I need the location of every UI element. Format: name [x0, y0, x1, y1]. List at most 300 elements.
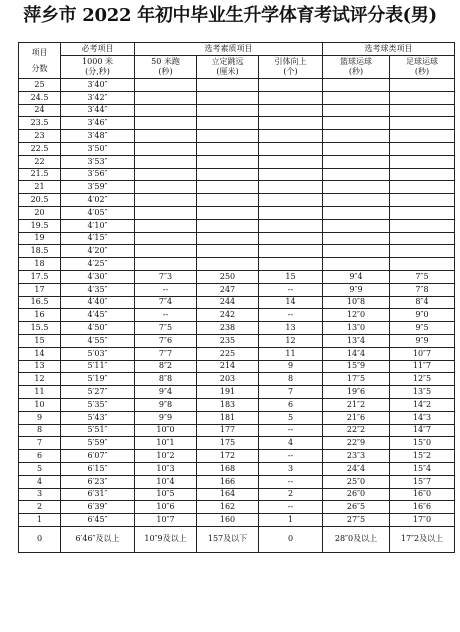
cell-score: 19 — [19, 232, 61, 245]
cell-basketball: 21″2 — [323, 398, 390, 411]
cell-basketball: 10″8 — [323, 296, 390, 309]
table-row — [19, 411, 455, 424]
table-row — [19, 155, 455, 168]
cell-pullup: 14 — [259, 296, 323, 309]
cell-football — [390, 79, 455, 92]
cell-long-jump: 172 — [197, 450, 259, 463]
cell-run1000: 4′30″ — [61, 270, 135, 283]
cell-score: 15.5 — [19, 322, 61, 335]
table-row — [19, 206, 455, 219]
cell-football — [390, 206, 455, 219]
cell-run1000: 4′15″ — [61, 232, 135, 245]
cell-football: 15″4 — [390, 462, 455, 475]
cell-basketball: 22″2 — [323, 424, 390, 437]
cell-football: 15″7 — [390, 475, 455, 488]
cell-run50 — [135, 181, 197, 194]
cell-run50: 7″7 — [135, 347, 197, 360]
cell-pullup — [259, 155, 323, 168]
cell-pullup: 9 — [259, 360, 323, 373]
cell-long-jump: 225 — [197, 347, 259, 360]
cell-run1000: 3′56″ — [61, 168, 135, 181]
cell-long-jump: 175 — [197, 437, 259, 450]
cell-long-jump: 183 — [197, 398, 259, 411]
cell-pullup — [259, 181, 323, 194]
cell-football: 9″9 — [390, 334, 455, 347]
cell-run1000: 4′45″ — [61, 309, 135, 322]
cell-basketball — [323, 258, 390, 271]
table-row — [19, 526, 455, 552]
table-row — [19, 270, 455, 283]
table-row — [19, 232, 455, 245]
cell-score: 3 — [19, 488, 61, 501]
header-football: 足球运球 (秒) — [390, 56, 455, 79]
cell-pullup: 15 — [259, 270, 323, 283]
table-row — [19, 322, 455, 335]
cell-football — [390, 142, 455, 155]
cell-score: 7 — [19, 437, 61, 450]
cell-football: 14″7 — [390, 424, 455, 437]
cell-long-jump — [197, 155, 259, 168]
cell-long-jump — [197, 258, 259, 271]
cell-basketball: 23″3 — [323, 450, 390, 463]
cell-run50: 7″5 — [135, 322, 197, 335]
table-row — [19, 194, 455, 207]
cell-basketball — [323, 91, 390, 104]
cell-pullup — [259, 258, 323, 271]
header-pullup: 引体向上 (个) — [259, 56, 323, 79]
cell-pullup — [259, 168, 323, 181]
cell-pullup: -- — [259, 450, 323, 463]
cell-long-jump — [197, 117, 259, 130]
cell-pullup: 3 — [259, 462, 323, 475]
cell-pullup — [259, 219, 323, 232]
cell-score: 9 — [19, 411, 61, 424]
cell-football — [390, 219, 455, 232]
cell-pullup — [259, 91, 323, 104]
cell-run1000: 3′50″ — [61, 142, 135, 155]
cell-football: 13″5 — [390, 386, 455, 399]
cell-run1000: 5′51″ — [61, 424, 135, 437]
cell-run50 — [135, 130, 197, 143]
cell-score: 18.5 — [19, 245, 61, 258]
cell-run1000: 3′53″ — [61, 155, 135, 168]
cell-run50: 8″2 — [135, 360, 197, 373]
cell-run1000: 4′20″ — [61, 245, 135, 258]
cell-run50: 10″0 — [135, 424, 197, 437]
cell-football — [390, 181, 455, 194]
cell-long-jump: 177 — [197, 424, 259, 437]
cell-run1000: 4′10″ — [61, 219, 135, 232]
cell-pullup — [259, 79, 323, 92]
cell-basketball: 9″9 — [323, 283, 390, 296]
cell-run50 — [135, 104, 197, 117]
cell-run50: 10″5 — [135, 488, 197, 501]
table-row — [19, 462, 455, 475]
cell-long-jump — [197, 79, 259, 92]
cell-basketball — [323, 104, 390, 117]
table-row — [19, 245, 455, 258]
cell-pullup — [259, 104, 323, 117]
cell-run1000: 5′03″ — [61, 347, 135, 360]
cell-long-jump: 250 — [197, 270, 259, 283]
cell-football: 15″2 — [390, 450, 455, 463]
cell-pullup: 4 — [259, 437, 323, 450]
cell-long-jump — [197, 142, 259, 155]
header-basketball: 篮球运球 (秒) — [323, 56, 390, 79]
header-item-score — [19, 43, 61, 79]
cell-basketball — [323, 181, 390, 194]
cell-basketball: 12″0 — [323, 309, 390, 322]
cell-football: 10″7 — [390, 347, 455, 360]
cell-football: 14″3 — [390, 411, 455, 424]
cell-long-jump — [197, 168, 259, 181]
cell-run50: 7″6 — [135, 334, 197, 347]
cell-score: 10 — [19, 398, 61, 411]
cell-basketball: 25″0 — [323, 475, 390, 488]
cell-long-jump: 168 — [197, 462, 259, 475]
table-row — [19, 424, 455, 437]
cell-score: 6 — [19, 450, 61, 463]
cell-run1000: 4′02″ — [61, 194, 135, 207]
table-row — [19, 130, 455, 143]
cell-long-jump: 162 — [197, 501, 259, 514]
cell-long-jump — [197, 130, 259, 143]
cell-run50 — [135, 232, 197, 245]
cell-football: 9″0 — [390, 309, 455, 322]
cell-pullup — [259, 206, 323, 219]
cell-run1000: 4′50″ — [61, 322, 135, 335]
cell-basketball — [323, 206, 390, 219]
cell-score: 22 — [19, 155, 61, 168]
cell-football — [390, 117, 455, 130]
cell-score: 24.5 — [19, 91, 61, 104]
table-row — [19, 219, 455, 232]
cell-pullup — [259, 130, 323, 143]
cell-score: 13 — [19, 360, 61, 373]
cell-basketball: 13″0 — [323, 322, 390, 335]
cell-football: 12″5 — [390, 373, 455, 386]
cell-basketball: 24″4 — [323, 462, 390, 475]
table-row — [19, 334, 455, 347]
cell-run1000: 6′07″ — [61, 450, 135, 463]
cell-pullup — [259, 232, 323, 245]
cell-pullup: 8 — [259, 373, 323, 386]
cell-basketball: 15″9 — [323, 360, 390, 373]
cell-run50: 9″8 — [135, 398, 197, 411]
cell-score: 19.5 — [19, 219, 61, 232]
cell-run50 — [135, 91, 197, 104]
cell-run1000: 6′31″ — [61, 488, 135, 501]
table-row — [19, 514, 455, 527]
cell-long-jump: 244 — [197, 296, 259, 309]
cell-pullup — [259, 194, 323, 207]
cell-football: 17″0 — [390, 514, 455, 527]
table-row — [19, 373, 455, 386]
cell-long-jump: 242 — [197, 309, 259, 322]
cell-pullup: -- — [259, 424, 323, 437]
cell-football: 17″2及以上 — [390, 526, 455, 552]
cell-long-jump: 214 — [197, 360, 259, 373]
cell-run1000: 5′19″ — [61, 373, 135, 386]
cell-basketball: 26″0 — [323, 488, 390, 501]
cell-score: 16 — [19, 309, 61, 322]
cell-score: 18 — [19, 258, 61, 271]
cell-pullup — [259, 117, 323, 130]
cell-long-jump — [197, 206, 259, 219]
cell-run1000: 6′23″ — [61, 475, 135, 488]
cell-score: 23 — [19, 130, 61, 143]
cell-football: 8″4 — [390, 296, 455, 309]
cell-pullup — [259, 142, 323, 155]
cell-basketball: 14″4 — [323, 347, 390, 360]
cell-basketball — [323, 219, 390, 232]
cell-basketball: 21″6 — [323, 411, 390, 424]
cell-pullup: 12 — [259, 334, 323, 347]
cell-basketball — [323, 155, 390, 168]
header-item-label: 项目 — [31, 47, 48, 57]
cell-pullup: -- — [259, 501, 323, 514]
cell-pullup: -- — [259, 283, 323, 296]
cell-long-jump — [197, 91, 259, 104]
cell-score: 23.5 — [19, 117, 61, 130]
cell-football — [390, 194, 455, 207]
cell-football: 7″5 — [390, 270, 455, 283]
cell-run50 — [135, 219, 197, 232]
cell-basketball — [323, 117, 390, 130]
cell-football: 9″5 — [390, 322, 455, 335]
table-row — [19, 258, 455, 271]
group-quality: 选考素质项目 — [135, 43, 323, 56]
cell-run1000: 5′35″ — [61, 398, 135, 411]
cell-run50: 10″3 — [135, 462, 197, 475]
cell-football: 16″6 — [390, 501, 455, 514]
cell-score: 5 — [19, 462, 61, 475]
table-row — [19, 386, 455, 399]
cell-score: 4 — [19, 475, 61, 488]
cell-score: 20.5 — [19, 194, 61, 207]
cell-football: 15″0 — [390, 437, 455, 450]
header-long-jump: 立定跳远 (厘米) — [197, 56, 259, 79]
cell-football: 14″2 — [390, 398, 455, 411]
cell-score: 12 — [19, 373, 61, 386]
score-table-body — [19, 79, 455, 553]
cell-long-jump: 203 — [197, 373, 259, 386]
group-required: 必考项目 — [61, 43, 135, 56]
header-run1000: 1000 米 (分,秒) — [61, 56, 135, 79]
cell-score: 17 — [19, 283, 61, 296]
cell-run1000: 6′15″ — [61, 462, 135, 475]
cell-basketball — [323, 168, 390, 181]
cell-pullup: -- — [259, 475, 323, 488]
cell-score: 8 — [19, 424, 61, 437]
cell-pullup: 5 — [259, 411, 323, 424]
cell-long-jump — [197, 181, 259, 194]
cell-football: 11″7 — [390, 360, 455, 373]
cell-football — [390, 232, 455, 245]
cell-run50: 7″3 — [135, 270, 197, 283]
cell-run50 — [135, 117, 197, 130]
cell-run1000: 4′05″ — [61, 206, 135, 219]
table-row — [19, 398, 455, 411]
cell-long-jump: 247 — [197, 283, 259, 296]
table-row — [19, 475, 455, 488]
cell-basketball: 17″5 — [323, 373, 390, 386]
table-row — [19, 79, 455, 92]
cell-run50: -- — [135, 283, 197, 296]
cell-run1000: 4′25″ — [61, 258, 135, 271]
cell-basketball: 19″6 — [323, 386, 390, 399]
cell-score: 2 — [19, 501, 61, 514]
cell-basketball: 22″9 — [323, 437, 390, 450]
cell-long-jump — [197, 219, 259, 232]
cell-run1000: 4′35″ — [61, 283, 135, 296]
cell-score: 22.5 — [19, 142, 61, 155]
table-row — [19, 283, 455, 296]
cell-football: 7″8 — [390, 283, 455, 296]
cell-run1000: 5′43″ — [61, 411, 135, 424]
cell-football — [390, 245, 455, 258]
cell-run50: -- — [135, 309, 197, 322]
cell-pullup: 0 — [259, 526, 323, 552]
cell-run50: 10″6 — [135, 501, 197, 514]
cell-run50 — [135, 168, 197, 181]
page-title: 萍乡市 2022 年初中毕业生升学体育考试评分表(男) — [23, 5, 437, 26]
cell-score: 0 — [19, 526, 61, 552]
cell-football — [390, 91, 455, 104]
cell-run1000: 3′59″ — [61, 181, 135, 194]
cell-football — [390, 155, 455, 168]
cell-basketball — [323, 142, 390, 155]
cell-pullup: 11 — [259, 347, 323, 360]
table-row — [19, 104, 455, 117]
score-table — [18, 42, 455, 553]
cell-run50: 8″8 — [135, 373, 197, 386]
cell-football — [390, 168, 455, 181]
cell-score: 14 — [19, 347, 61, 360]
cell-score: 15 — [19, 334, 61, 347]
cell-run50: 10″7 — [135, 514, 197, 527]
cell-basketball: 26″5 — [323, 501, 390, 514]
cell-run1000: 6′46″及以上 — [61, 526, 135, 552]
cell-run1000: 6′45″ — [61, 514, 135, 527]
cell-run50: 9″4 — [135, 386, 197, 399]
table-row — [19, 117, 455, 130]
cell-run1000: 3′48″ — [61, 130, 135, 143]
cell-pullup: 7 — [259, 386, 323, 399]
table-row — [19, 309, 455, 322]
cell-pullup: -- — [259, 309, 323, 322]
cell-score: 20 — [19, 206, 61, 219]
cell-score: 1 — [19, 514, 61, 527]
cell-football — [390, 104, 455, 117]
header-score-label: 分数 — [31, 63, 48, 73]
cell-pullup: 2 — [259, 488, 323, 501]
cell-long-jump: 181 — [197, 411, 259, 424]
header-run50: 50 米跑 (秒) — [135, 56, 197, 79]
cell-long-jump — [197, 232, 259, 245]
cell-run1000: 3′40″ — [61, 79, 135, 92]
cell-run1000: 5′11″ — [61, 360, 135, 373]
cell-long-jump: 238 — [197, 322, 259, 335]
cell-run50 — [135, 258, 197, 271]
cell-pullup — [259, 245, 323, 258]
cell-score: 25 — [19, 79, 61, 92]
table-row — [19, 91, 455, 104]
cell-run50: 10″4 — [135, 475, 197, 488]
cell-score: 21.5 — [19, 168, 61, 181]
cell-score: 24 — [19, 104, 61, 117]
table-row — [19, 501, 455, 514]
cell-run50 — [135, 155, 197, 168]
cell-score: 21 — [19, 181, 61, 194]
cell-score: 16.5 — [19, 296, 61, 309]
cell-football — [390, 130, 455, 143]
cell-long-jump: 160 — [197, 514, 259, 527]
cell-pullup: 13 — [259, 322, 323, 335]
cell-run50 — [135, 79, 197, 92]
cell-long-jump: 166 — [197, 475, 259, 488]
cell-pullup: 6 — [259, 398, 323, 411]
table-row — [19, 450, 455, 463]
cell-run1000: 3′44″ — [61, 104, 135, 117]
cell-run50: 9″9 — [135, 411, 197, 424]
cell-run50 — [135, 194, 197, 207]
cell-basketball — [323, 79, 390, 92]
cell-run50 — [135, 142, 197, 155]
cell-score: 17.5 — [19, 270, 61, 283]
table-row — [19, 488, 455, 501]
cell-run1000: 5′27″ — [61, 386, 135, 399]
cell-long-jump: 164 — [197, 488, 259, 501]
cell-long-jump — [197, 194, 259, 207]
group-ball: 选考球类项目 — [323, 43, 455, 56]
cell-run50: 7″4 — [135, 296, 197, 309]
cell-basketball: 13″4 — [323, 334, 390, 347]
cell-pullup: 1 — [259, 514, 323, 527]
cell-basketball — [323, 245, 390, 258]
cell-run50: 10″1 — [135, 437, 197, 450]
table-row — [19, 181, 455, 194]
cell-football — [390, 258, 455, 271]
cell-long-jump: 157及以下 — [197, 526, 259, 552]
cell-run1000: 5′59″ — [61, 437, 135, 450]
cell-run50 — [135, 206, 197, 219]
cell-run1000: 3′42″ — [61, 91, 135, 104]
cell-long-jump — [197, 104, 259, 117]
cell-run50: 10″2 — [135, 450, 197, 463]
cell-run50: 10″9及以上 — [135, 526, 197, 552]
cell-long-jump: 191 — [197, 386, 259, 399]
table-row — [19, 142, 455, 155]
cell-basketball — [323, 232, 390, 245]
cell-basketball: 9″4 — [323, 270, 390, 283]
cell-long-jump: 235 — [197, 334, 259, 347]
cell-football: 16″0 — [390, 488, 455, 501]
cell-run1000: 6′39″ — [61, 501, 135, 514]
cell-basketball: 28″0及以上 — [323, 526, 390, 552]
table-row — [19, 296, 455, 309]
cell-long-jump — [197, 245, 259, 258]
cell-run1000: 4′55″ — [61, 334, 135, 347]
cell-basketball: 27″5 — [323, 514, 390, 527]
cell-basketball — [323, 194, 390, 207]
table-row — [19, 168, 455, 181]
cell-basketball — [323, 130, 390, 143]
table-row — [19, 437, 455, 450]
cell-run1000: 3′46″ — [61, 117, 135, 130]
cell-run1000: 4′40″ — [61, 296, 135, 309]
cell-run50 — [135, 245, 197, 258]
